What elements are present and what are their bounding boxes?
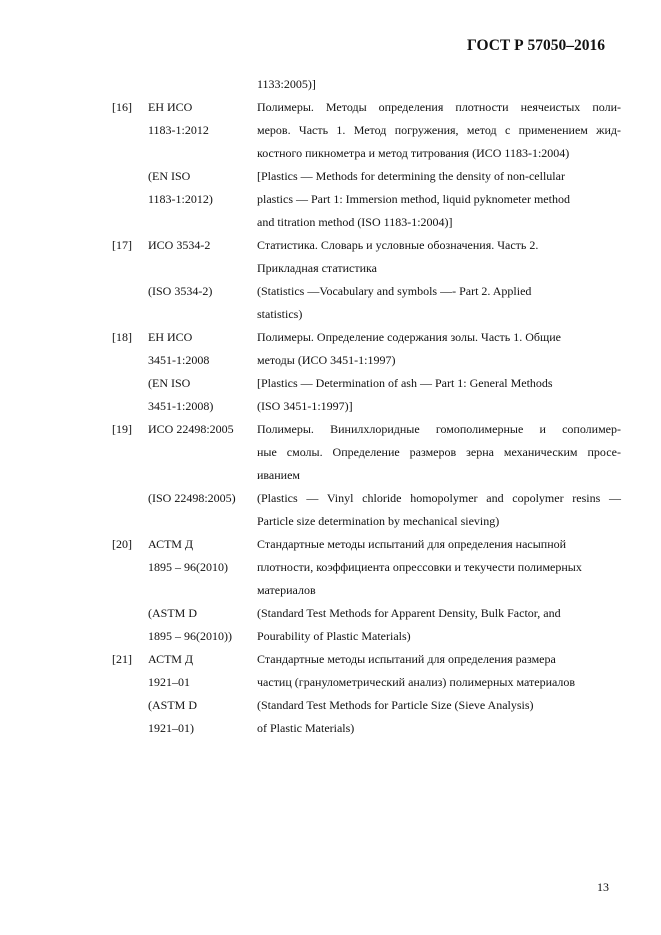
reference-code-en <box>148 372 213 418</box>
desc-en-line: and titration method (ISO 1183-1:2004)] <box>257 215 453 229</box>
reference-code-en <box>148 487 236 510</box>
desc-ru-line: методы (ИСО 3451-1:1997) <box>257 353 396 367</box>
reference-title-ru <box>257 648 621 694</box>
reference-code-ru <box>148 648 193 694</box>
desc-en-line: (Standard Test Methods for Particle Size (Sieve Analysis) <box>257 698 534 712</box>
reference-title-en <box>257 280 621 326</box>
code-ru-line: ИСО 22498:2005 <box>148 422 234 436</box>
reference-title-en <box>257 602 621 648</box>
continuation-line: 1133:2005)] <box>257 77 316 91</box>
reference-number: [16] <box>112 100 132 114</box>
code-ru-line: 1921–01 <box>148 675 190 689</box>
code-en-line: 1895 – 96(2010)) <box>148 629 232 643</box>
desc-ru-line: иванием <box>257 468 301 482</box>
code-ru-line: 1183-1:2012 <box>148 123 209 137</box>
desc-ru-line: Статистика. Словарь и условные обозначения. Часть 2. <box>257 238 539 252</box>
reference-title-en <box>257 372 621 418</box>
desc-en-line: Pourability of Plastic Materials) <box>257 629 411 643</box>
desc-ru-line: частиц (гранулометрический анализ) полимерных материалов <box>257 675 576 689</box>
standard-header: ГОСТ Р 57050–2016 <box>467 37 605 54</box>
reference-title-ru <box>257 533 621 602</box>
continuation-text <box>257 73 621 96</box>
desc-en-line: plastics — Part 1: Immersion method, liquid pyknometer method <box>257 192 570 206</box>
reference-title-en <box>257 165 621 234</box>
code-en-line: 1183-1:2012) <box>148 192 213 206</box>
code-en-line: (ISO 22498:2005) <box>148 491 236 505</box>
reference-title-ru <box>257 96 621 165</box>
desc-ru-line: ные смолы. Определение размеров зерна механическим просе- <box>257 445 621 459</box>
reference-title-ru <box>257 418 621 487</box>
desc-ru-line: меров. Часть 1. Метод погружения, метод с применением жид- <box>257 123 621 137</box>
desc-ru-line: костного пикнометра и метод титрования (ИСО 1183-1:2004) <box>257 146 570 160</box>
desc-en-line: [Plastics — Methods for determining the density of non-cellular <box>257 169 565 183</box>
code-ru-line: ИСО 3534-2 <box>148 238 211 252</box>
code-ru-line: АСТМ Д <box>148 537 194 551</box>
reference-code-en <box>148 602 232 648</box>
reference-code-en <box>148 280 212 303</box>
reference-code-en <box>148 165 213 211</box>
code-en-line: (EN ISO <box>148 376 191 390</box>
reference-code-ru <box>148 533 228 579</box>
code-ru-line: ЕН ИСО <box>148 100 193 114</box>
desc-ru-line: Полимеры. Винилхлоридные гомополимерные и сополимер- <box>257 422 621 436</box>
reference-number: [20] <box>112 537 132 551</box>
reference-number: [17] <box>112 238 132 252</box>
code-en-line: (ASTM D <box>148 606 198 620</box>
desc-en-line: (Plastics — Vinyl chloride homopolymer and copolymer resins — <box>257 491 621 505</box>
reference-code-ru <box>148 96 209 142</box>
code-en-line: (ASTM D <box>148 698 198 712</box>
code-en-line: 3451-1:2008) <box>148 399 214 413</box>
code-ru-line: 1895 – 96(2010) <box>148 560 228 574</box>
code-ru-line: 3451-1:2008 <box>148 353 210 367</box>
reference-title-en <box>257 487 621 533</box>
desc-en-line: (Standard Test Methods for Apparent Density, Bulk Factor, and <box>257 606 561 620</box>
desc-ru-line: Стандартные методы испытаний для определения насыпной <box>257 537 567 551</box>
desc-en-line: Particle size determination by mechanical sieving) <box>257 514 500 528</box>
reference-code-ru <box>148 418 234 441</box>
desc-ru-line: Стандартные методы испытаний для определения размера <box>257 652 556 666</box>
code-en-line: (ISO 3534-2) <box>148 284 213 298</box>
reference-title-ru <box>257 326 621 372</box>
code-ru-line: ЕН ИСО <box>148 330 193 344</box>
reference-number: [19] <box>112 422 132 436</box>
reference-code-ru <box>148 326 209 372</box>
desc-ru-line: материалов <box>257 583 316 597</box>
desc-ru-line: Полимеры. Методы определения плотности неячеистых поли- <box>257 100 621 114</box>
reference-title-ru <box>257 234 621 280</box>
reference-number: [18] <box>112 330 132 344</box>
reference-number: [21] <box>112 652 132 666</box>
reference-code-ru <box>148 234 210 257</box>
code-en-line: (EN ISO <box>148 169 191 183</box>
code-en-line: 1921–01) <box>148 721 194 735</box>
desc-en-line: statistics) <box>257 307 303 321</box>
page-number: 13 <box>597 880 609 894</box>
desc-ru-line: плотности, коэффициента опрессовки и текучести полимерных <box>257 560 582 574</box>
desc-ru-line: Прикладная статистика <box>257 261 377 275</box>
reference-code-en <box>148 694 197 740</box>
desc-en-line: (ISO 3451-1:1997)] <box>257 399 353 413</box>
desc-en-line: [Plastics — Determination of ash — Part 1: General Methods <box>257 376 553 390</box>
code-ru-line: АСТМ Д <box>148 652 194 666</box>
desc-en-line: (Statistics —Vocabulary and symbols —- Part 2. Applied <box>257 284 532 298</box>
reference-title-en <box>257 694 621 740</box>
desc-ru-line: Полимеры. Определение содержания золы. Часть 1. Общие <box>257 330 561 344</box>
desc-en-line: of Plastic Materials) <box>257 721 355 735</box>
